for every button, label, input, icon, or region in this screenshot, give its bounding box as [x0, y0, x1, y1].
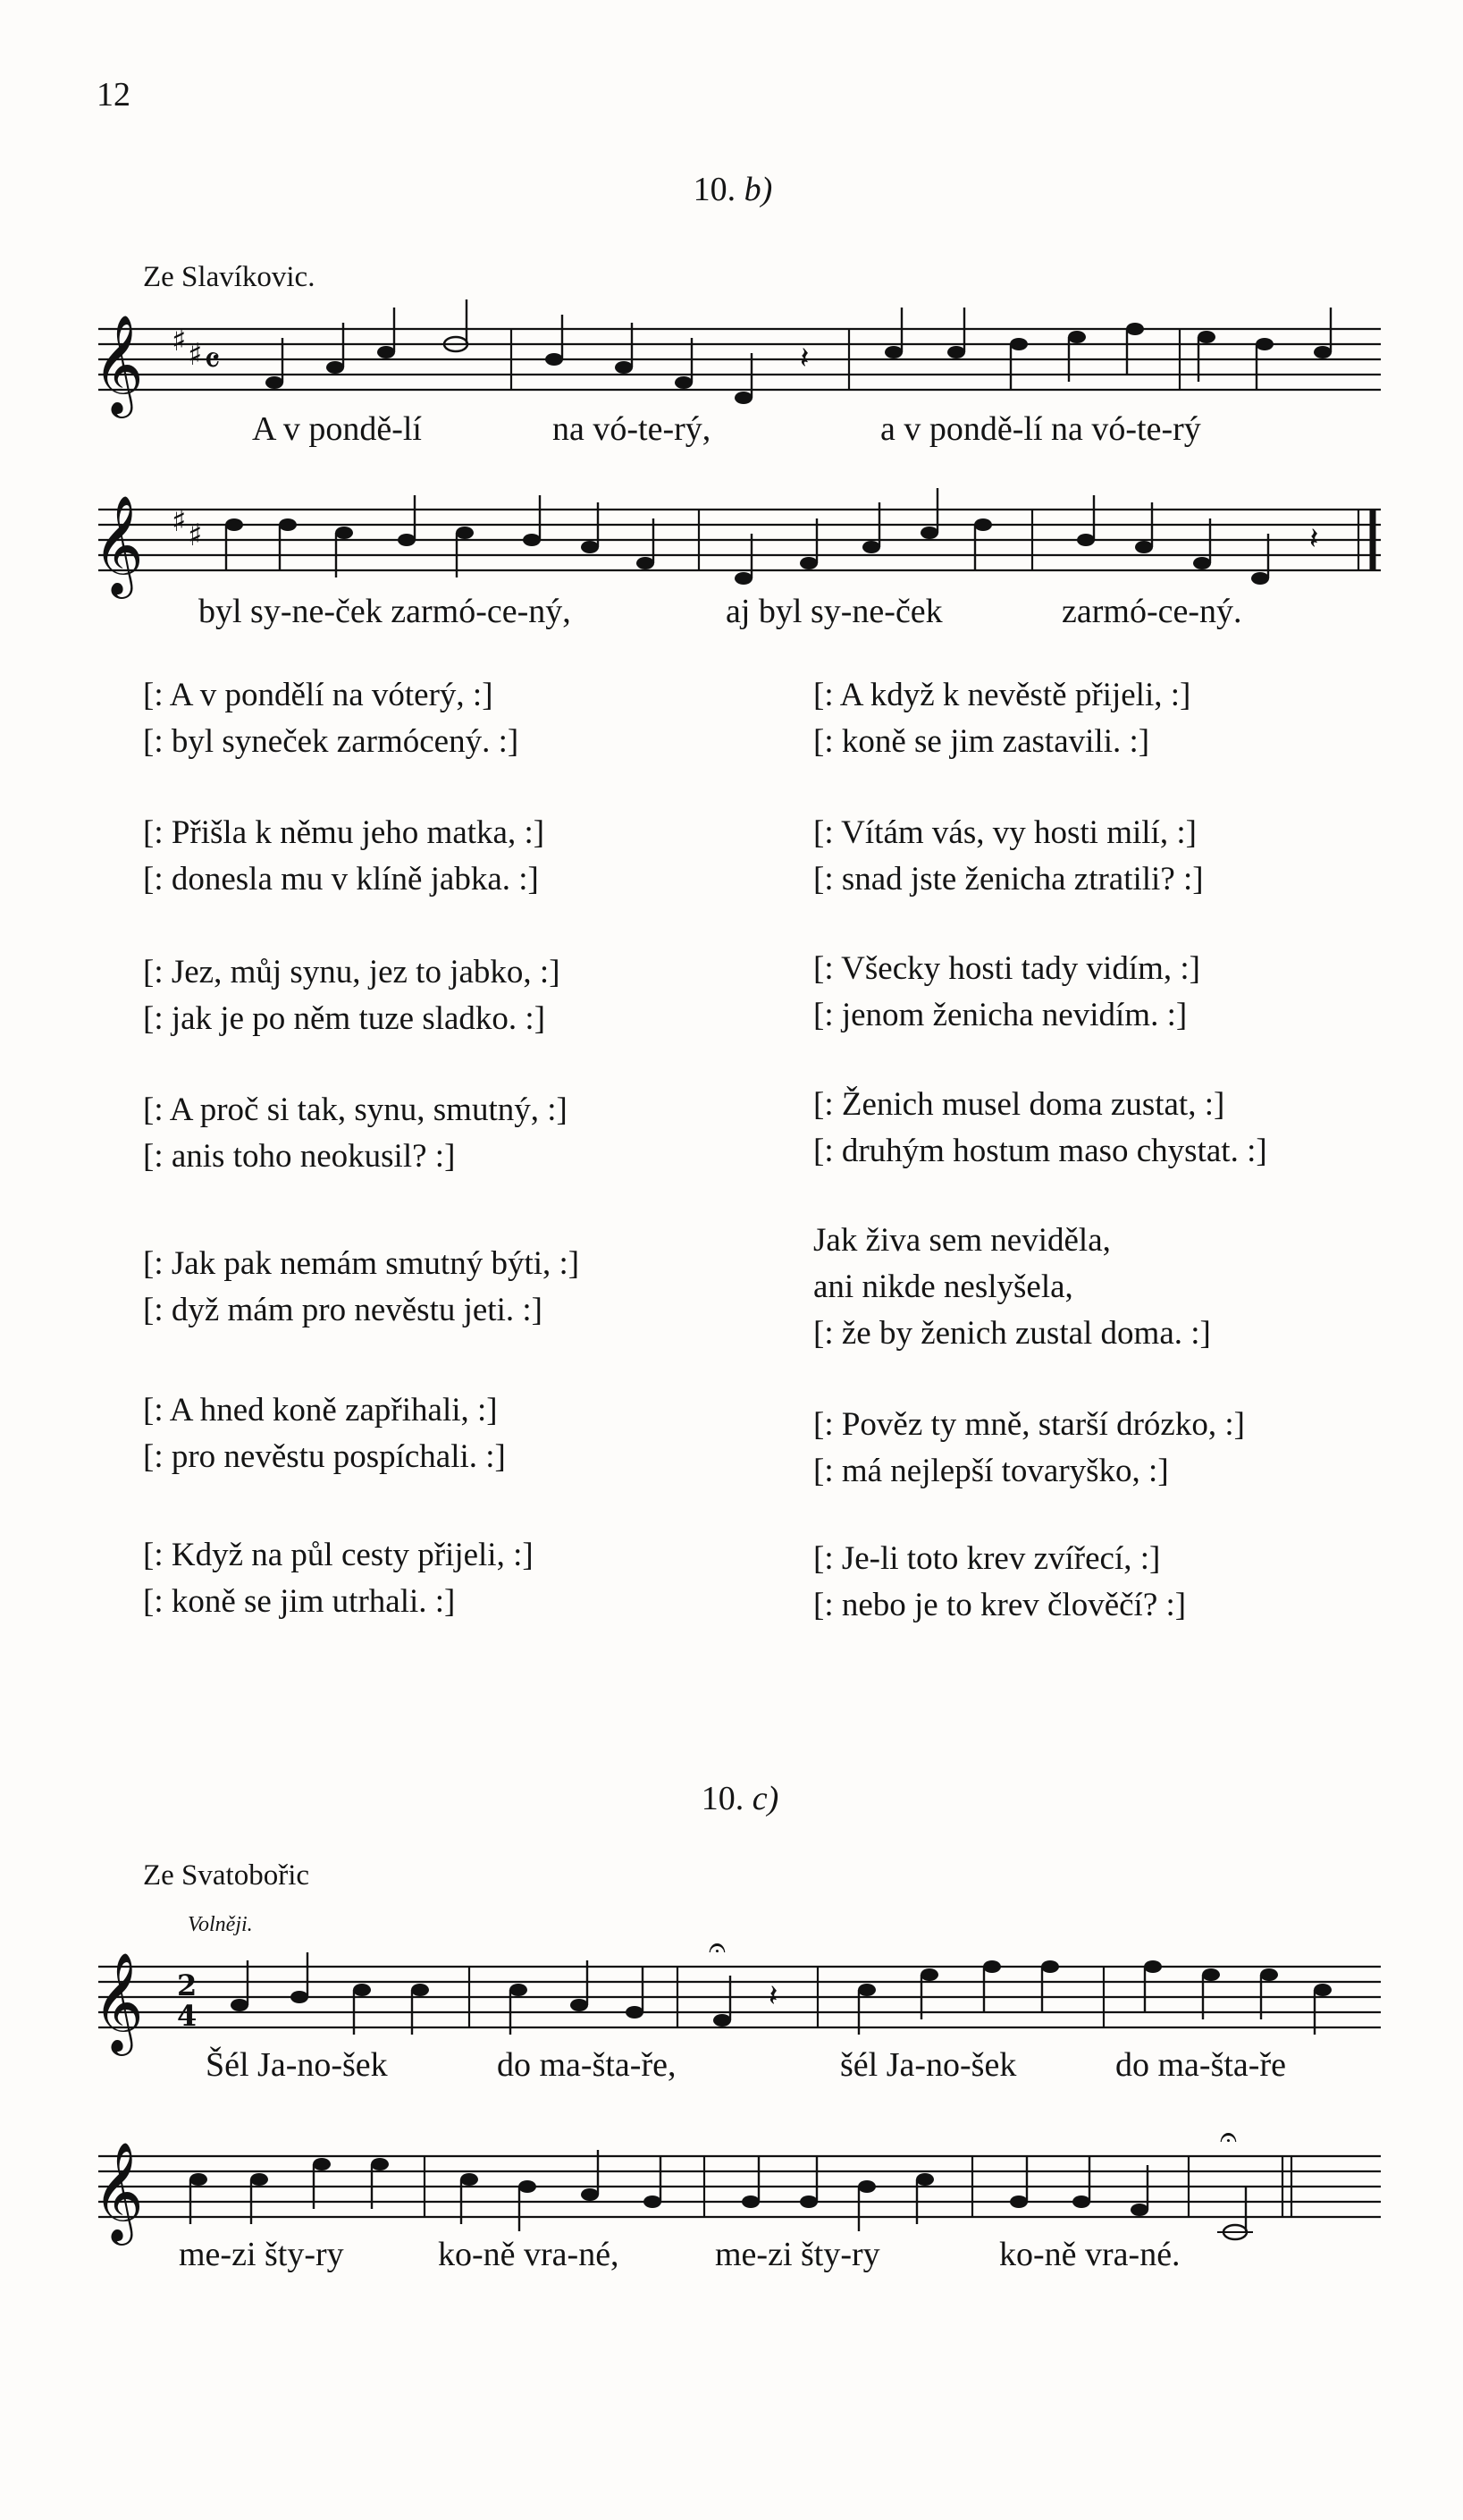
verse-line: [: nebo je to krev člověčí? :]: [813, 1587, 1187, 1623]
verse-line: [: Pověz ty mně, starší drózko, :]: [813, 1406, 1245, 1443]
verse-line: [: donesla mu v klíně jabka. :]: [143, 861, 539, 898]
lyric-syllable: me-zi šty-ry: [715, 2236, 880, 2273]
common-time-icon: 𝄴: [204, 339, 221, 383]
verse-line: Jak živa sem neviděla,: [813, 1222, 1111, 1259]
lyric-syllable: aj byl sy-ne-ček: [726, 593, 943, 630]
sharp-icon: ♯: [188, 518, 203, 553]
verse-line: [: koně se jim utrhali. :]: [143, 1583, 456, 1620]
lyric-syllable: me-zi šty-ry: [179, 2236, 344, 2273]
verse-line: [: byl syneček zarmócený. :]: [143, 723, 519, 760]
verse-line: [: Všecky hosti tady vidím, :]: [813, 950, 1200, 987]
verse-line: [: anis toho neokusil? :]: [143, 1138, 456, 1175]
fermata-icon: 𝄐: [1220, 2120, 1237, 2155]
verse-line: [: A proč si tak, synu, smutný, :]: [143, 1091, 568, 1128]
lyric-syllable: šél Ja-no-šek: [840, 2046, 1017, 2084]
verse-line: [: snad jste ženicha ztratili? :]: [813, 861, 1204, 898]
lyric-syllable: do ma-šta-ře: [1115, 2046, 1286, 2084]
treble-clef-icon: 𝄞: [93, 2141, 144, 2241]
lyric-syllable: do ma-šta-ře,: [497, 2046, 677, 2084]
notes: [189, 2120, 1291, 2239]
verse-line: [: jak je po něm tuze sladko. :]: [143, 1000, 546, 1037]
verse-line: [: A když k nevěstě přijeli, :]: [813, 677, 1191, 713]
svg-text:𝄽: 𝄽: [800, 341, 810, 376]
song-variant-letter: c): [752, 1780, 779, 1817]
song-number: 10.: [693, 171, 736, 208]
song-origin-c: Ze Svatobořic: [143, 1859, 310, 1892]
time-signature-bottom: 4: [177, 1999, 198, 2033]
verse-line: [: Je-li toto krev zvířecí, :]: [813, 1540, 1161, 1577]
verse-line: [: Ženich musel doma zustat, :]: [813, 1086, 1225, 1123]
lyric-syllable: na vó-te-rý,: [552, 410, 711, 448]
sharp-icon: ♯: [172, 323, 187, 358]
tempo-marking: Volněji.: [188, 1913, 253, 1936]
verse-line: [: koně se jim zastavili. :]: [813, 723, 1150, 760]
lyric-syllable: a v pondě-lí na vó-te-rý: [880, 410, 1201, 448]
verse-line: [: Přišla k němu jeho matka, :]: [143, 814, 545, 851]
lyric-syllable: ko-ně vra-né.: [999, 2236, 1181, 2273]
fermata-icon: 𝄐: [709, 1930, 726, 1966]
lyric-syllable: A v pondě-lí: [252, 410, 422, 448]
verse-line: [: druhým hostum maso chystat. :]: [813, 1133, 1267, 1169]
lyric-syllable: byl sy-ne-ček zarmó-ce-ný,: [198, 593, 571, 630]
verse-line: [: dyž mám pro nevěstu jeti. :]: [143, 1292, 542, 1328]
verse-line: [: Jak pak nemám smutný býti, :]: [143, 1245, 580, 1282]
lyric-syllable: ko-ně vra-né,: [438, 2236, 619, 2273]
verse-line: ani nikde neslyšela,: [813, 1268, 1073, 1305]
page-number: 12: [97, 76, 130, 114]
verse-line: [: pro nevěstu pospíchali. :]: [143, 1438, 506, 1475]
verse-line: [: Vítám vás, vy hosti milí, :]: [813, 814, 1197, 851]
verse-line: [: že by ženich zustal doma. :]: [813, 1315, 1211, 1352]
verse-line: [: A hned koně zapřihali, :]: [143, 1392, 498, 1429]
lyric-syllable: zarmó-ce-ný.: [1062, 593, 1242, 630]
lyric-syllable: Šél Ja-no-šek: [206, 2046, 388, 2084]
svg-text:𝄽: 𝄽: [1309, 521, 1319, 557]
verse-line: [: Jez, můj synu, jez to jabko, :]: [143, 954, 560, 990]
verse-line: [: jenom ženicha nevidím. :]: [813, 997, 1188, 1033]
sharp-icon: ♯: [188, 337, 203, 373]
time-signature-top: 2: [177, 1968, 198, 2002]
verse-line: [: A v pondělí na vóterý, :]: [143, 677, 493, 713]
treble-clef-icon: 𝄞: [93, 1951, 144, 2052]
treble-clef-icon: 𝄞: [93, 314, 144, 414]
verse-line: [: Když na půl cesty přijeli, :]: [143, 1537, 534, 1573]
song-number: 10.: [701, 1780, 744, 1817]
svg-text:𝄽: 𝄽: [769, 1978, 778, 2014]
treble-clef-icon: 𝄞: [93, 494, 144, 594]
verse-line: [: má nejlepší tovaryško, :]: [813, 1453, 1169, 1489]
song-variant-letter: b): [744, 171, 773, 208]
song-origin-b: Ze Slavíkovic.: [143, 261, 315, 293]
sharp-icon: ♯: [172, 503, 187, 539]
